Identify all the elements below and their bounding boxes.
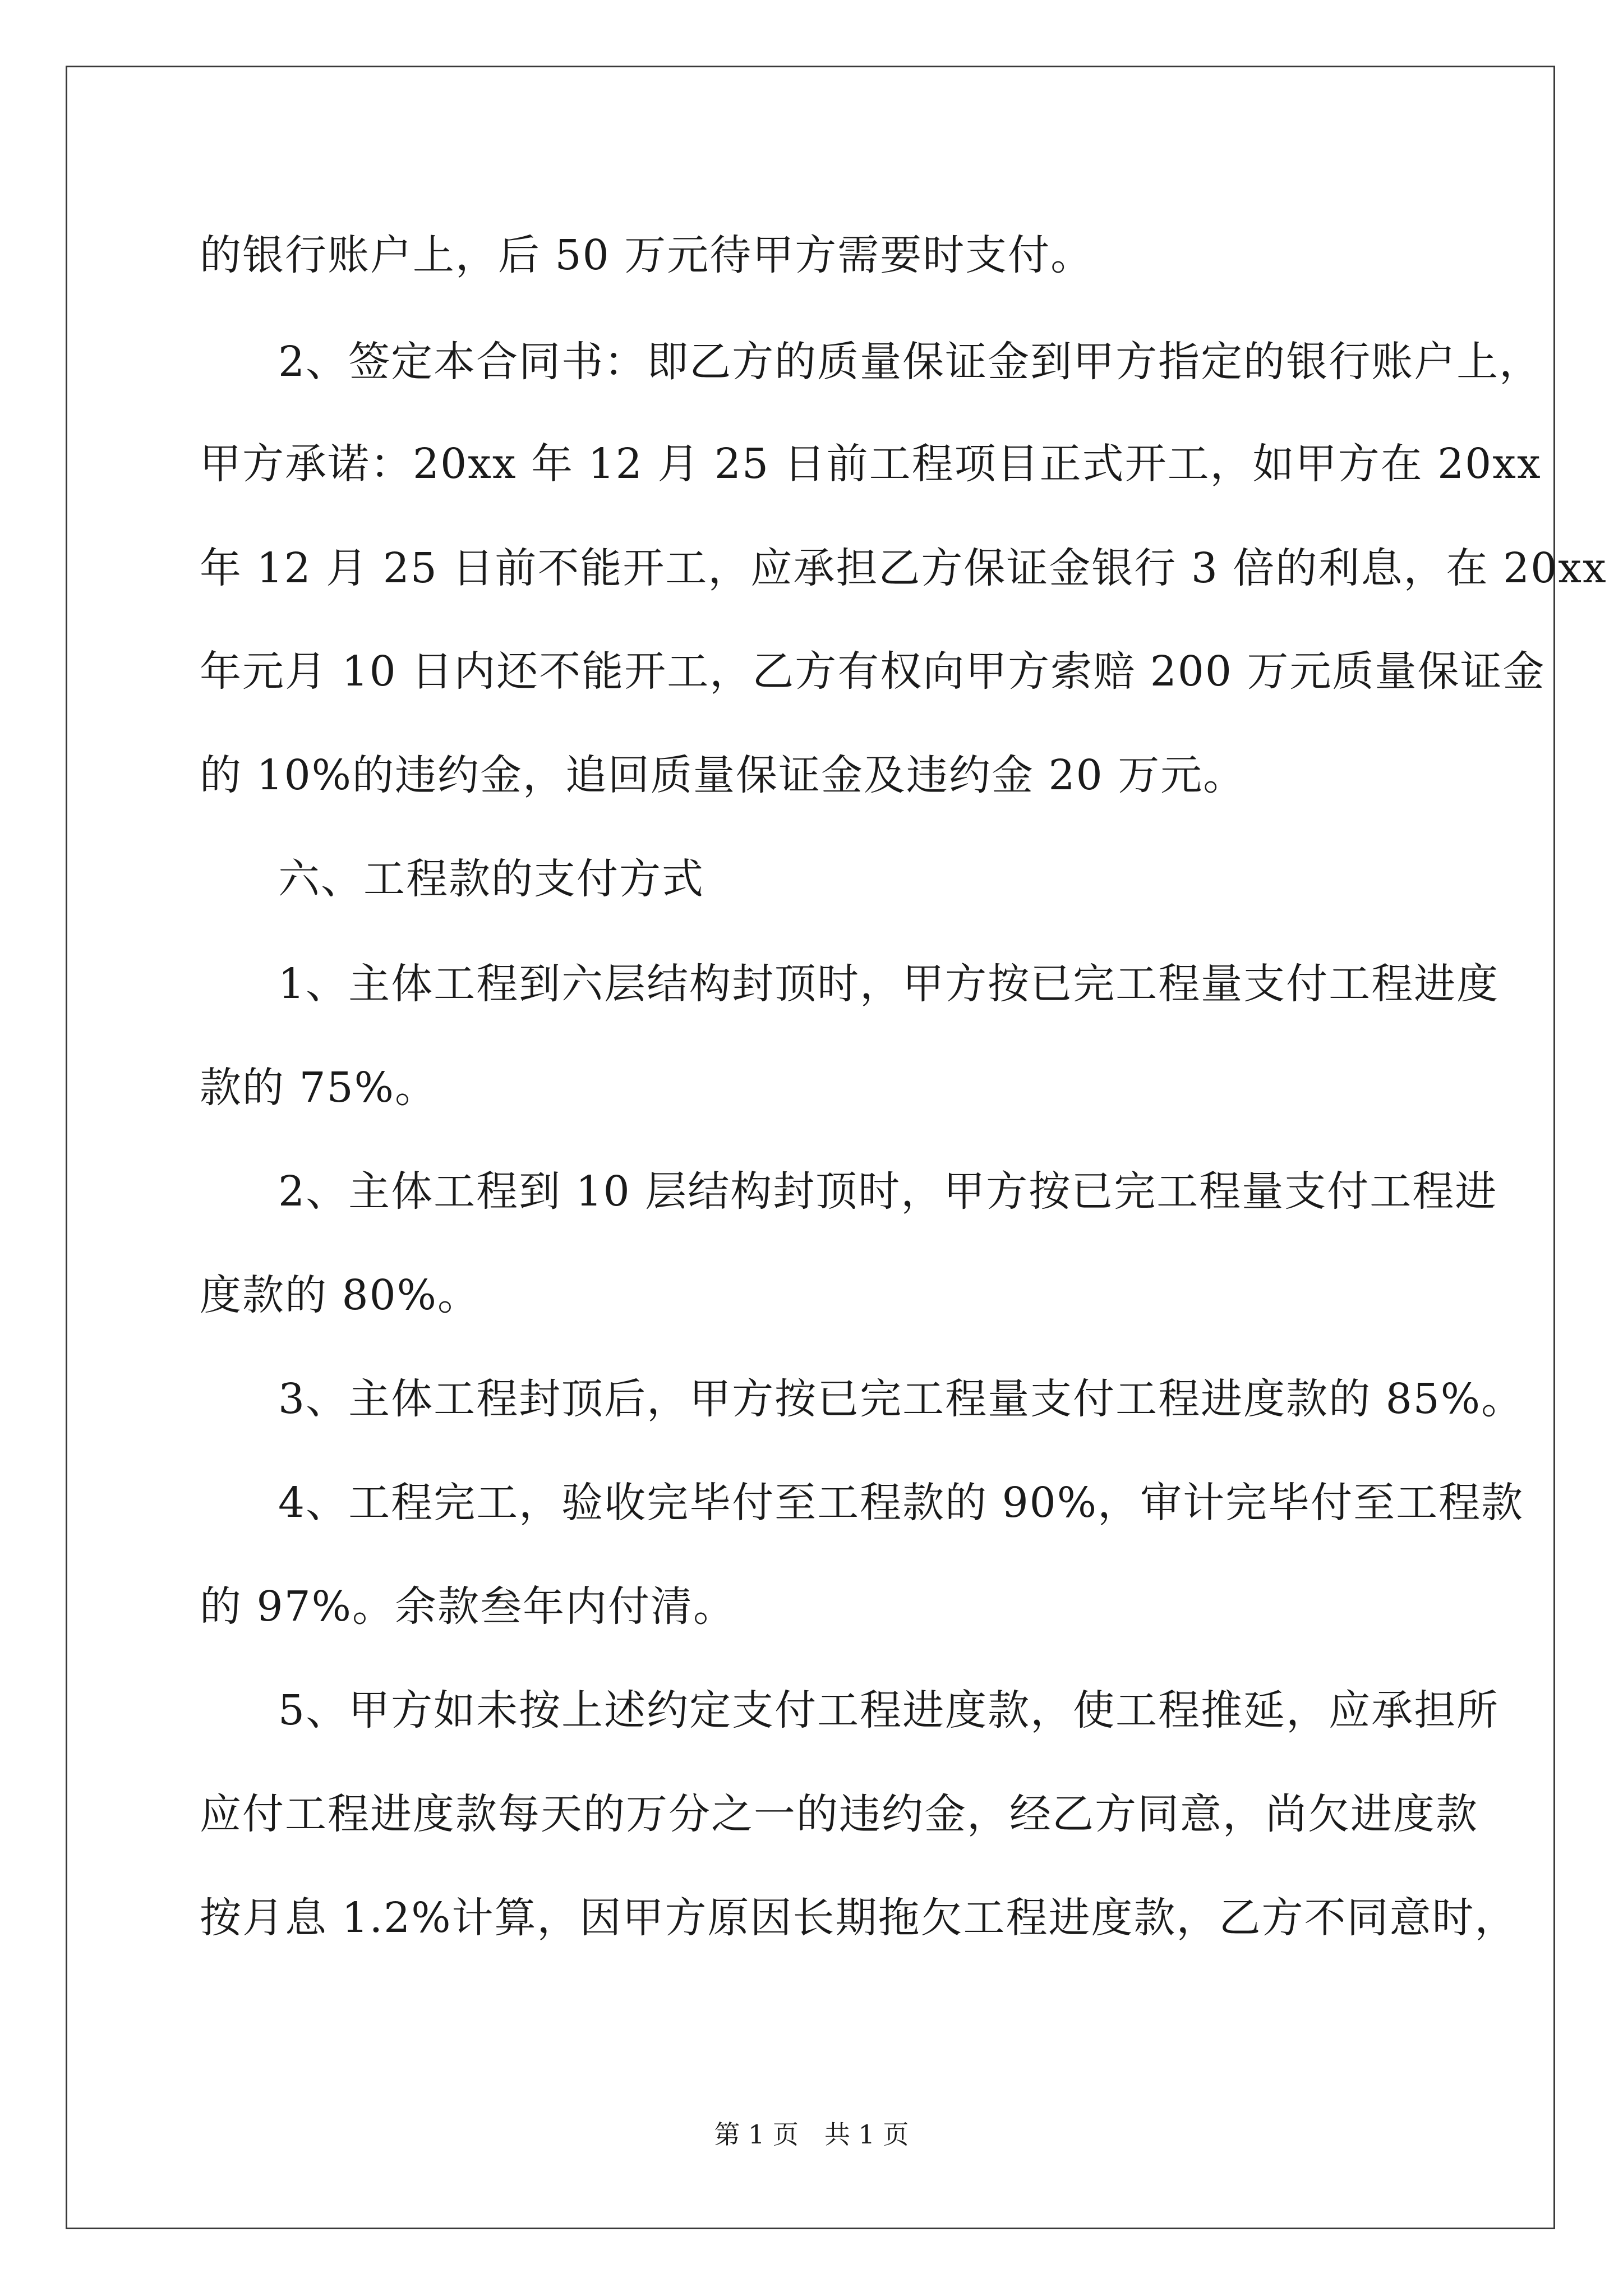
text-line: 按月息 1.2%计算，因甲方原因长期拖欠工程进度款，乙方不同意时，: [200, 1894, 1518, 1942]
text-line: 3、主体工程封顶后，甲方按已完工程量支付工程进度款的 85%。: [278, 1375, 1524, 1423]
text-line: 的银行账户上，后 50 万元待甲方需要时支付。: [200, 231, 1094, 279]
text-line: 4、工程完工，验收完毕付至工程款的 90%，审计完毕付至工程款: [278, 1479, 1524, 1527]
text-line: 年元月 10 日内还不能开工，乙方有权向甲方索赔 200 万元质量保证金: [200, 647, 1546, 696]
text-line: 甲方承诺：20xx 年 12 月 25 日前工程项目正式开工，如甲方在 20xx: [200, 440, 1542, 488]
text-line: 5、甲方如未按上述约定支付工程进度款，使工程推延，应承担所: [278, 1686, 1500, 1734]
text-line: 应付工程进度款每天的万分之一的违约金，经乙方同意，尚欠进度款: [200, 1790, 1478, 1838]
text-line: 1、主体工程到六层结构封顶时，甲方按已完工程量支付工程进度: [278, 960, 1500, 1008]
text-line: 的 97%。余款叁年内付清。: [200, 1582, 736, 1631]
page-number: 第 1 页 共 1 页: [714, 2119, 909, 2150]
text-line: 度款的 80%。: [200, 1271, 480, 1319]
text-line: 的 10%的违约金，追回质量保证金及违约金 20 万元。: [200, 751, 1246, 799]
text-line: 2、签定本合同书：即乙方的质量保证金到甲方指定的银行账户上，: [278, 338, 1542, 386]
text-line: 年 12 月 25 日前不能开工，应承担乙方保证金银行 3 倍的利息，在 20xx: [200, 544, 1607, 592]
section-heading: 六、工程款的支付方式: [278, 855, 704, 903]
text-line: 款的 75%。: [200, 1064, 437, 1112]
text-line: 2、主体工程到 10 层结构封顶时，甲方按已完工程量支付工程进: [278, 1167, 1498, 1216]
